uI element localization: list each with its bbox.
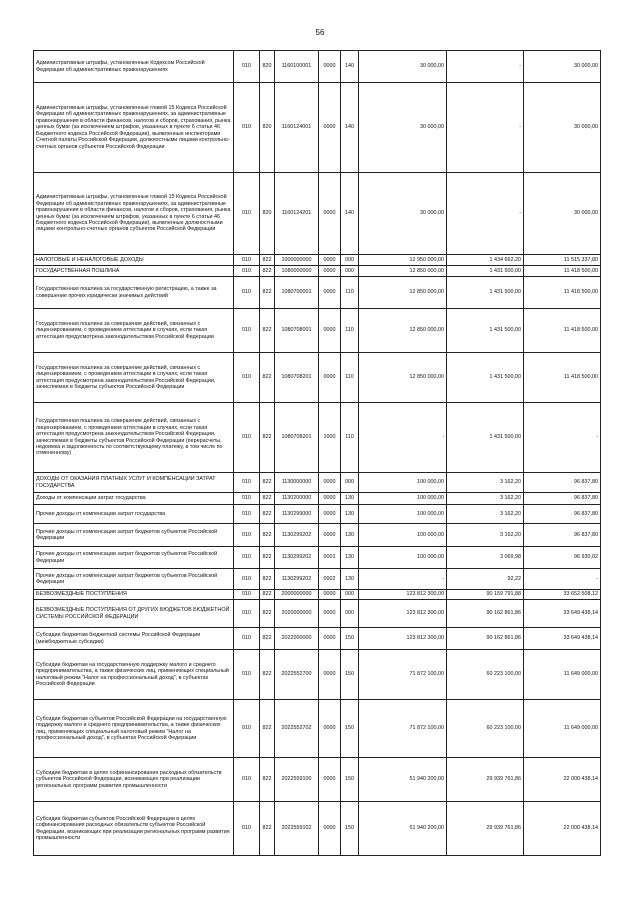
- revenue-table: [33, 50, 601, 856]
- amount-executed: 1 431 500,00: [447, 309, 524, 353]
- code-kosgu: 130: [341, 569, 359, 590]
- amount-remaining: 30 000,00: [524, 83, 601, 173]
- code-revenue: 1080700001: [275, 277, 319, 309]
- code-chapter: 822: [260, 650, 275, 700]
- amount-approved: 12 850 000,00: [359, 353, 447, 403]
- code-admin: 010: [234, 700, 260, 758]
- amount-approved: 123 812 300,00: [359, 628, 447, 650]
- code-chapter: 822: [260, 277, 275, 309]
- amount-approved: 123 812 300,00: [359, 600, 447, 628]
- code-chapter: 820: [260, 51, 275, 83]
- row-name: Государственная пошлина за совершение действий, связанных с лицензированием, с проведением аттестации в случаях, если такая аттестация предусмотрена законодательством Российской Федерации: [34, 309, 234, 353]
- amount-executed: 1 431 500,00: [447, 266, 524, 277]
- code-subtype: 0000: [319, 628, 341, 650]
- code-kosgu: 150: [341, 650, 359, 700]
- code-kosgu: 110: [341, 309, 359, 353]
- code-revenue: 1160124201: [275, 173, 319, 255]
- table-row: [34, 628, 601, 650]
- code-chapter: 822: [260, 802, 275, 856]
- code-revenue: 1130299202: [275, 524, 319, 547]
- code-admin: 010: [234, 600, 260, 628]
- amount-executed: 3 162,20: [447, 473, 524, 493]
- code-subtype: 1000: [319, 403, 341, 473]
- code-chapter: 822: [260, 600, 275, 628]
- amount-executed: 60 223 100,00: [447, 700, 524, 758]
- row-name: ГОСУДАРСТВЕННАЯ ПОШЛИНА: [34, 266, 234, 277]
- code-chapter: 822: [260, 473, 275, 493]
- code-revenue: 2022559102: [275, 802, 319, 856]
- amount-approved: 51 940 200,00: [359, 758, 447, 802]
- code-kosgu: 130: [341, 524, 359, 547]
- amount-remaining: 11 649 000,00: [524, 700, 601, 758]
- table-row: [34, 700, 601, 758]
- code-revenue: 1080708001: [275, 309, 319, 353]
- row-name: ДОХОДЫ ОТ ОКАЗАНИЯ ПЛАТНЫХ УСЛУГ И КОМПЕНСАЦИИ ЗАТРАТ ГОСУДАРСТВА: [34, 473, 234, 493]
- code-revenue: 2020000000: [275, 600, 319, 628]
- code-kosgu: 150: [341, 802, 359, 856]
- row-name: Субсидии бюджетам субъектов Российской Федерации в целях софинансирования расходных обязательств субъектов Российской Федерации, возникающих при реализации региональных программ развития промышленности: [34, 802, 234, 856]
- amount-approved: 100 000,00: [359, 505, 447, 524]
- code-admin: 010: [234, 802, 260, 856]
- code-chapter: 822: [260, 255, 275, 266]
- code-admin: 010: [234, 83, 260, 173]
- code-revenue: 2022552700: [275, 650, 319, 700]
- code-revenue: 1130299202: [275, 569, 319, 590]
- code-admin: 010: [234, 628, 260, 650]
- code-kosgu: 150: [341, 758, 359, 802]
- code-admin: 010: [234, 277, 260, 309]
- amount-executed: 90 162 861,86: [447, 600, 524, 628]
- code-chapter: 822: [260, 628, 275, 650]
- table-row: [34, 524, 601, 547]
- amount-remaining: -: [524, 569, 601, 590]
- code-revenue: 2022552702: [275, 700, 319, 758]
- amount-remaining: 96 837,80: [524, 505, 601, 524]
- amount-executed: 3 162,20: [447, 524, 524, 547]
- code-kosgu: 130: [341, 505, 359, 524]
- code-chapter: 822: [260, 493, 275, 505]
- code-subtype: 0000: [319, 473, 341, 493]
- amount-approved: 100 000,00: [359, 547, 447, 569]
- amount-executed: 3 162,20: [447, 493, 524, 505]
- amount-executed: -: [447, 173, 524, 255]
- table-row: [34, 83, 601, 173]
- table-row: [34, 353, 601, 403]
- table-row: [34, 600, 601, 628]
- amount-remaining: 11 418 500,00: [524, 277, 601, 309]
- code-chapter: 822: [260, 590, 275, 600]
- amount-approved: 30 000,00: [359, 173, 447, 255]
- code-kosgu: 140: [341, 83, 359, 173]
- row-name: Субсидии бюджетам в целях софинансирования расходных обязательств субъектов Российской Федерации, возникающих при реализации региональных программ развития промышленности: [34, 758, 234, 802]
- code-subtype: 0000: [319, 590, 341, 600]
- table-row: [34, 255, 601, 266]
- amount-approved: 100 000,00: [359, 524, 447, 547]
- code-chapter: 822: [260, 403, 275, 473]
- amount-remaining: -: [524, 403, 601, 473]
- code-revenue: 1130000000: [275, 473, 319, 493]
- code-revenue: 1080000000: [275, 266, 319, 277]
- code-subtype: 0000: [319, 505, 341, 524]
- code-admin: 010: [234, 505, 260, 524]
- code-admin: 010: [234, 353, 260, 403]
- code-revenue: 2000000000: [275, 590, 319, 600]
- code-subtype: 0000: [319, 51, 341, 83]
- code-admin: 010: [234, 309, 260, 353]
- amount-executed: 60 223 100,00: [447, 650, 524, 700]
- amount-approved: 30 000,00: [359, 83, 447, 173]
- table-row: [34, 590, 601, 600]
- code-chapter: 822: [260, 353, 275, 403]
- code-subtype: 0002: [319, 569, 341, 590]
- amount-remaining: 96 837,80: [524, 524, 601, 547]
- amount-executed: 3 069,98: [447, 547, 524, 569]
- code-kosgu: 150: [341, 628, 359, 650]
- row-name: БЕЗВОЗМЕЗДНЫЕ ПОСТУПЛЕНИЯ ОТ ДРУГИХ БЮДЖЕТОВ БЮДЖЕТНОЙ СИСТЕМЫ РОССИЙСКОЙ ФЕДЕРАЦИИ: [34, 600, 234, 628]
- code-admin: 010: [234, 650, 260, 700]
- code-subtype: 0000: [319, 758, 341, 802]
- amount-executed: 90 162 861,86: [447, 628, 524, 650]
- amount-executed: 90 159 791,88: [447, 590, 524, 600]
- code-subtype: 0000: [319, 266, 341, 277]
- code-revenue: 2022000000: [275, 628, 319, 650]
- code-chapter: 820: [260, 173, 275, 255]
- table-row: [34, 650, 601, 700]
- table-row: [34, 277, 601, 309]
- amount-remaining: 22 000 438,14: [524, 758, 601, 802]
- table-row: [34, 51, 601, 83]
- amount-executed: 1 431 500,00: [447, 277, 524, 309]
- amount-remaining: 96 930,02: [524, 547, 601, 569]
- code-admin: 010: [234, 403, 260, 473]
- amount-approved: -: [359, 569, 447, 590]
- code-kosgu: 000: [341, 473, 359, 493]
- code-admin: 010: [234, 255, 260, 266]
- amount-remaining: 30 000,00: [524, 173, 601, 255]
- table-row: [34, 403, 601, 473]
- row-name: Доходы от компенсации затрат государства: [34, 493, 234, 505]
- amount-remaining: 33 649 438,14: [524, 628, 601, 650]
- row-name: Административные штрафы, установленные главой 15 Кодекса Российской Федерации об административных правонарушениях, за административные правонарушения в области финансов, налогов и сборов, страхования, рынка ценных бумаг (за исключением штрафов, указанных в пункте 6 статьи 46 Бюджетного кодекса Российской Федерации), выявленные должностными лицами контрольно-счетных органов субъектов Российской Федерации: [34, 173, 234, 255]
- table-row: [34, 758, 601, 802]
- code-kosgu: 000: [341, 590, 359, 600]
- code-admin: 010: [234, 524, 260, 547]
- row-name: Административные штрафы, установленные главой 15 Кодекса Российской Федерации об административных правонарушениях, за административные правонарушения в области финансов, налогов и сборов, страхования, рынка ценных бумаг (за исключением штрафов, указанных в пункте 6 статьи 46 Бюджетного кодекса Российской Федерации), выявленные инспекторами Счетной палаты Российской Федерации, должностными лицами контрольно-счетных органов субъектов Российской Федерации: [34, 83, 234, 173]
- code-kosgu: 110: [341, 277, 359, 309]
- code-subtype: 0000: [319, 600, 341, 628]
- amount-approved: 100 000,00: [359, 493, 447, 505]
- row-name: Административные штрафы, установленные Кодексом Российской Федерации об административных правонарушениях: [34, 51, 234, 83]
- amount-executed: 92,22: [447, 569, 524, 590]
- code-admin: 010: [234, 173, 260, 255]
- code-subtype: 0000: [319, 353, 341, 403]
- amount-approved: 71 872 100,00: [359, 650, 447, 700]
- code-kosgu: 140: [341, 51, 359, 83]
- row-name: Государственная пошлина за совершение действий, связанных с лицензированием, с проведением аттестации в случаях, если такая аттестация предусмотрена законодательством Российской Федерации, зачисляемая в бюджеты субъектов Российской Федерации: [34, 353, 234, 403]
- row-name: Прочие доходы от компенсации затрат бюджетов субъектов Российской Федерации: [34, 524, 234, 547]
- amount-executed: 3 162,20: [447, 505, 524, 524]
- amount-remaining: 11 418 500,00: [524, 266, 601, 277]
- code-subtype: 0000: [319, 802, 341, 856]
- amount-remaining: 11 649 000,00: [524, 650, 601, 700]
- code-revenue: 1160100001: [275, 51, 319, 83]
- amount-remaining: 11 515 337,80: [524, 255, 601, 266]
- row-name: Прочие доходы от компенсации затрат бюджетов субъектов Российской Федерации: [34, 569, 234, 590]
- amount-executed: -: [447, 51, 524, 83]
- amount-approved: 12 850 000,00: [359, 309, 447, 353]
- code-subtype: 0000: [319, 83, 341, 173]
- code-admin: 010: [234, 51, 260, 83]
- page-number: 56: [315, 28, 325, 37]
- table-row: [34, 309, 601, 353]
- code-subtype: 0000: [319, 277, 341, 309]
- table-body: [34, 51, 601, 856]
- row-name: Субсидии бюджетам на государственную поддержку малого и среднего предпринимательства, а также физических лиц, применяющих специальный налоговый режим "Налог на профессиональный доход", в субъектах Российской Федерации: [34, 650, 234, 700]
- row-name: НАЛОГОВЫЕ И НЕНАЛОГОВЫЕ ДОХОДЫ: [34, 255, 234, 266]
- row-name: Государственная пошлина за совершение действий, связанных с лицензированием, с проведением аттестации в случаях, если такая аттестация предусмотрена законодательством Российской Федерации, зачисляемая в бюджеты субъектов Российской Федерации (перерасчеты, недоимка и задолженность по соответствующему платежу, в том числе по отмененному): [34, 403, 234, 473]
- code-chapter: 822: [260, 266, 275, 277]
- code-revenue: 1080708201: [275, 403, 319, 473]
- amount-executed: 29 939 761,86: [447, 802, 524, 856]
- row-name: Прочие доходы от компенсации затрат бюджетов субъектов Российской Федерации: [34, 547, 234, 569]
- code-kosgu: 130: [341, 493, 359, 505]
- table-row: [34, 569, 601, 590]
- code-kosgu: 110: [341, 353, 359, 403]
- code-revenue: 1160124001: [275, 83, 319, 173]
- table-row: [34, 547, 601, 569]
- code-kosgu: 130: [341, 547, 359, 569]
- code-revenue: 1130200000: [275, 493, 319, 505]
- code-revenue: 1130299000: [275, 505, 319, 524]
- code-subtype: 0000: [319, 493, 341, 505]
- table-row: [34, 266, 601, 277]
- amount-approved: 12 850 000,00: [359, 266, 447, 277]
- code-chapter: 822: [260, 505, 275, 524]
- code-chapter: 822: [260, 524, 275, 547]
- amount-approved: 12 950 000,00: [359, 255, 447, 266]
- amount-remaining: 30 000,00: [524, 51, 601, 83]
- code-subtype: 0000: [319, 650, 341, 700]
- table-row: [34, 173, 601, 255]
- code-subtype: 0000: [319, 309, 341, 353]
- amount-remaining: 22 000 438,14: [524, 802, 601, 856]
- table-row: [34, 473, 601, 493]
- code-admin: 010: [234, 569, 260, 590]
- amount-remaining: 33 652 508,12: [524, 590, 601, 600]
- amount-remaining: 96 837,80: [524, 493, 601, 505]
- code-admin: 010: [234, 473, 260, 493]
- code-chapter: 822: [260, 309, 275, 353]
- amount-remaining: 11 418 500,00: [524, 309, 601, 353]
- code-kosgu: 000: [341, 266, 359, 277]
- amount-executed: 1 431 500,00: [447, 403, 524, 473]
- code-subtype: 0000: [319, 173, 341, 255]
- code-subtype: 0000: [319, 255, 341, 266]
- amount-remaining: 33 649 438,14: [524, 600, 601, 628]
- amount-approved: -: [359, 403, 447, 473]
- amount-executed: 29 939 761,86: [447, 758, 524, 802]
- code-chapter: 822: [260, 569, 275, 590]
- code-revenue: 1000000000: [275, 255, 319, 266]
- amount-executed: 1 431 500,00: [447, 353, 524, 403]
- code-admin: 010: [234, 590, 260, 600]
- code-admin: 010: [234, 547, 260, 569]
- table-row: [34, 505, 601, 524]
- amount-approved: 12 850 000,00: [359, 277, 447, 309]
- code-admin: 010: [234, 266, 260, 277]
- code-admin: 010: [234, 493, 260, 505]
- amount-remaining: 11 418 500,00: [524, 353, 601, 403]
- code-chapter: 820: [260, 83, 275, 173]
- code-subtype: 0000: [319, 700, 341, 758]
- row-name: Субсидии бюджетам бюджетной системы Российской Федерации (межбюджетные субсидии): [34, 628, 234, 650]
- amount-approved: 100 000,00: [359, 473, 447, 493]
- code-chapter: 822: [260, 700, 275, 758]
- code-kosgu: 150: [341, 700, 359, 758]
- code-admin: 010: [234, 758, 260, 802]
- amount-approved: 51 940 200,00: [359, 802, 447, 856]
- row-name: Прочие доходы от компенсации затрат государства: [34, 505, 234, 524]
- code-revenue: 1080708201: [275, 353, 319, 403]
- amount-executed: -: [447, 83, 524, 173]
- code-revenue: 2022559100: [275, 758, 319, 802]
- amount-approved: 30 000,00: [359, 51, 447, 83]
- amount-approved: 123 812 300,00: [359, 590, 447, 600]
- code-kosgu: 140: [341, 173, 359, 255]
- amount-remaining: 96 837,80: [524, 473, 601, 493]
- row-name: Субсидии бюджетам субъектов Российской Федерации на государственную поддержку малого и среднего предпринимательства, а также физических лиц, применяющих специальный налоговый режим "Налог на профессиональный доход", в субъектах Российской Федерации: [34, 700, 234, 758]
- amount-approved: 71 872 100,00: [359, 700, 447, 758]
- code-revenue: 1130299202: [275, 547, 319, 569]
- table-row: [34, 802, 601, 856]
- code-chapter: 822: [260, 758, 275, 802]
- code-chapter: 822: [260, 547, 275, 569]
- code-kosgu: 000: [341, 600, 359, 628]
- amount-executed: 1 434 662,20: [447, 255, 524, 266]
- table-row: [34, 493, 601, 505]
- code-subtype: 0001: [319, 547, 341, 569]
- code-subtype: 0000: [319, 524, 341, 547]
- code-kosgu: 110: [341, 403, 359, 473]
- row-name: Государственная пошлина за государственную регистрацию, а также за совершение прочих юридически значимых действий: [34, 277, 234, 309]
- row-name: БЕЗВОЗМЕЗДНЫЕ ПОСТУПЛЕНИЯ: [34, 590, 234, 600]
- code-kosgu: 000: [341, 255, 359, 266]
